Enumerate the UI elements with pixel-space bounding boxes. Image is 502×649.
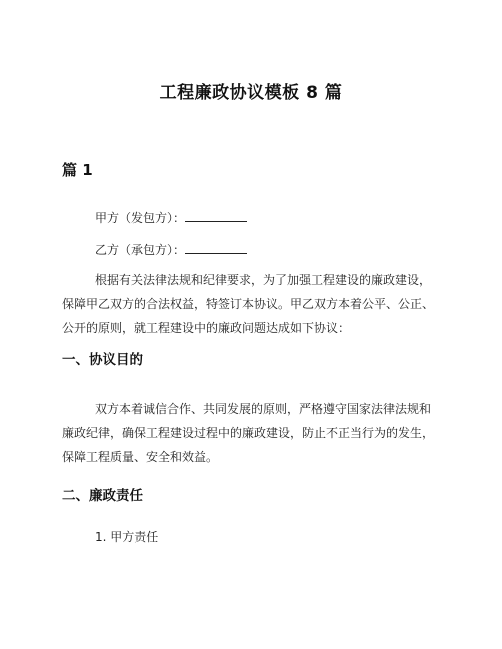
intro-line-1: 根据有关法律法规和纪律要求，为了加强工程建设的廉政建设， [95,273,432,287]
purpose-line-3: 保障工程质量、安全和效益。 [62,450,219,464]
purpose-line-1: 双方本着诚信合作、共同发展的原则，严格遵守国家法律法规和 [95,402,432,416]
intro-line-2: 保障甲乙双方的合法权益，特签订本协议。甲乙双方本着公平、公正、 [62,297,435,311]
party-b-blank [185,241,247,254]
list-item-party-a: 1. 甲方责任 [95,530,159,544]
section-heading: 篇 1 [62,161,93,179]
intro-line-3: 公开的原则，就工程建设中的廉政问题达成如下协议： [62,321,351,335]
party-a-label: 甲方（发包方）： [95,211,186,225]
party-b-label: 乙方（承包方）： [95,243,186,257]
party-a-blank [185,209,247,222]
party-a-line [95,209,247,226]
heading-responsibility: 二、廉政责任 [62,488,143,504]
party-b-line [95,241,247,258]
purpose-line-2: 廉政纪律，确保工程建设过程中的廉政建设，防止不正当行为的发生， [62,426,435,440]
document-title: 工程廉政协议模板 8 篇 [159,83,343,103]
heading-purpose: 一、协议目的 [62,352,143,368]
